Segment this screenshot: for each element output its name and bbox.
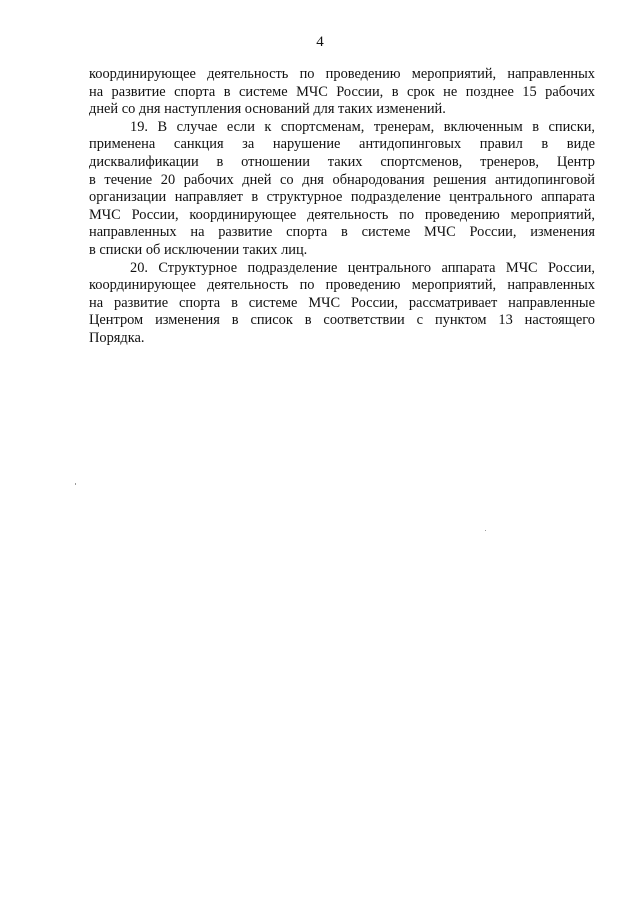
- paragraph-continuation: [89, 66, 595, 119]
- text-line: Центром изменения в список в соответствии с пунктом 13 настоящего: [89, 312, 595, 329]
- text-line: МЧС России, координирующее деятельность по проведению мероприятий,: [89, 206, 595, 223]
- paragraph-20: [89, 260, 595, 348]
- text-line: Порядка.: [89, 329, 145, 346]
- document-body: [89, 66, 595, 348]
- text-line: дисквалификации в отношении таких спортсменов, тренеров, Центр: [89, 153, 595, 170]
- text-line: на развитие спорта в системе МЧС России, в срок не позднее 15 рабочих: [89, 83, 595, 100]
- text-line: 20. Структурное подразделение центрального аппарата МЧС России,: [130, 259, 595, 276]
- paragraph-19: [89, 119, 595, 260]
- scan-speck: [75, 483, 76, 485]
- text-line: на развитие спорта в системе МЧС России, рассматривает направленные: [89, 294, 595, 311]
- text-line: координирующее деятельность по проведению мероприятий, направленных: [89, 66, 595, 82]
- text-line: организации направляет в структурное подразделение центрального аппарата: [89, 189, 595, 206]
- text-line: координирующее деятельность по проведению мероприятий, направленных: [89, 277, 595, 294]
- text-line: дней со дня наступления оснований для таких изменений.: [89, 101, 446, 118]
- text-line: в списки об исключении таких лиц.: [89, 241, 308, 258]
- text-line: в течение 20 рабочих дней со дня обнародования решения антидопинговой: [89, 171, 595, 188]
- page-number: 4: [316, 34, 324, 50]
- text-line: направленных на развитие спорта в системе МЧС России, изменения: [89, 224, 595, 241]
- text-line: 19. В случае если к спортсменам, тренерам, включенным в списки,: [130, 118, 595, 135]
- text-line: применена санкция за нарушение антидопинговых правил в виде: [89, 136, 595, 153]
- scan-speck: [485, 530, 486, 531]
